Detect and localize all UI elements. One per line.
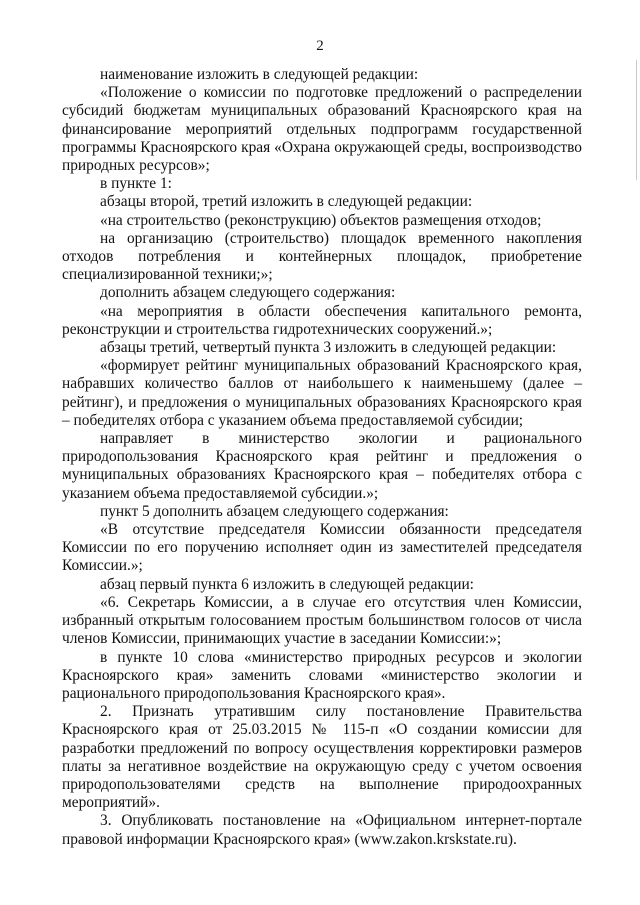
document-body (62, 66, 582, 849)
paragraph: в пункте 1: (100, 175, 172, 193)
paragraph: 3. Опубликовать постановление на «Официальном интернет-портале правовой информации Красноярского края» (www.zakon.krskstate.ru). (62, 812, 582, 848)
paragraph: на организацию (строительство) площадок временного накопления отходов потребления и контейнерных площадок, приобретение специализированной техники;»; (62, 229, 582, 284)
paragraph: «Положение о комиссии по подготовке предложений о распределении субсидий бюджетам муниципальных образований Красноярского края на финансирование мероприятий отдельных подпрограмм государственной программы Красноярского края «Охрана окружающей среды, воспроизводство природных ресурсов»; (62, 84, 582, 175)
paragraph: «В отсутствие председателя Комиссии обязанности председателя Комиссии по его поручению исполняет один из заместителей председателя Комиссии.»; (62, 521, 582, 575)
paragraph: абзацы третий, четвертый пункта 3 изложить в следующей редакции: (100, 339, 557, 357)
paragraph: абзац первый пункта 6 изложить в следующей редакции: (100, 575, 474, 593)
paragraph: «на строительство (реконструкцию) объектов размещения отходов; (100, 211, 542, 229)
paragraph: 2. Признать утратившим силу постановление Правительства Красноярского края от 25.03.2015 № 115-п «О создании комиссии для разработки предложений по вопросу осуществления корректировки размеров платы за негативное воздействие на окружающую среду с учетом освоения природопользователями средств на выполнение природоохранных мероприятий». (62, 703, 582, 812)
paragraph: «6. Секретарь Комиссии, а в случае его отсутствия член Комиссии, избранный открытым голосованием простым большинством голосов от числа членов Комиссии, принимающих участие в заседании Комиссии:»; (62, 593, 582, 648)
paragraph: дополнить абзацем следующего содержания: (100, 284, 396, 302)
paragraph: «формирует рейтинг муниципальных образований Красноярского края, набравших количество баллов от наибольшего к наименьшему (далее – рейтинг), и предложения о муниципальных образованиях Красноярского края – победителях отбора с указанием объема предоставляемой субсидии; (62, 357, 582, 429)
paragraph: «на мероприятия в области обеспечения капитального ремонта, реконструкции и строительства гидротехнических сооружений.»; (62, 302, 582, 338)
paragraph: пункт 5 дополнить абзацем следующего содержания: (100, 502, 449, 520)
page-number: 2 (316, 38, 324, 54)
paragraph: наименование изложить в следующей редакции: (100, 66, 419, 83)
scan-edge-line (636, 60, 637, 180)
paragraph: в пункте 10 слова «министерство природных ресурсов и экологии Красноярского края» заменить словами «министерство экологии и рационального природопользования Красноярского края». (62, 648, 582, 702)
paragraph: направляет в министерство экологии и рационального природопользования Красноярского края рейтинг и предложения о муниципальных образованиях Красноярского края – победителях отбора с указанием объема предоставляемой субсидии.»; (62, 430, 582, 502)
paragraph: абзацы второй, третий изложить в следующей редакции: (100, 193, 473, 211)
